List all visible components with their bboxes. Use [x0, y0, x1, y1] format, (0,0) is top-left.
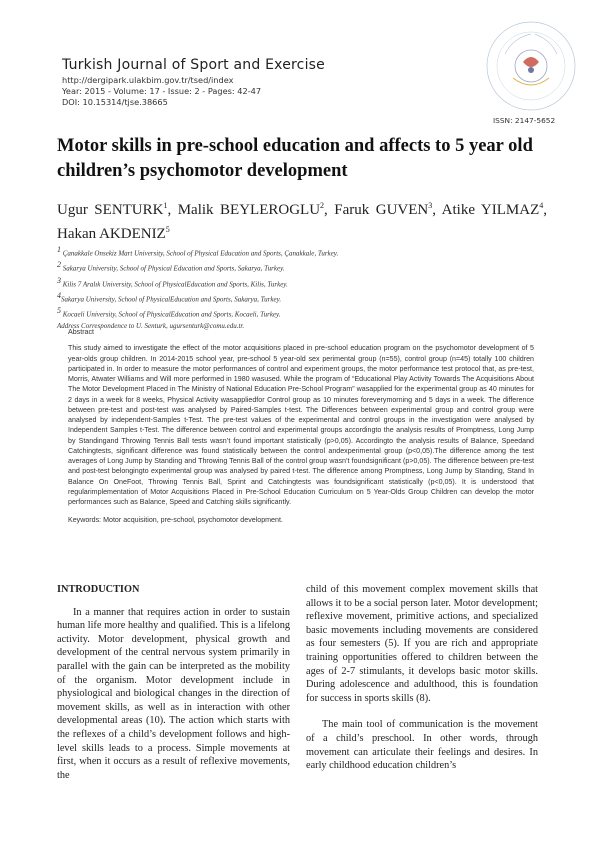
affiliation [57, 259, 547, 274]
author-sup: 1 [163, 201, 168, 210]
author-name: Atike YILMAZ [441, 202, 540, 218]
body-paragraph: In a manner that requires action in order to sustain human life more healthy and qualified. This is a lifelong activity. Motor development, physical growth and development of the central nervous system primarily in parallel with the gain can be interpreted as the mobility of the organism. Motor development include in physiological and biological changes in the direction of movement skills, as well as in interaction with other developmental areas (10). The action which starts with the reflexes of a child’s development follows and high-level skills leads to a process. Simple movements at first, when it occurs as a result of reflexive movements, the [57, 606, 290, 781]
journal-name: Turkish Journal of Sport and Exercise [62, 57, 325, 73]
correspondence: Address Correspondence to U. Senturk, ugursenturk@comu.edu.tr. [57, 321, 245, 330]
affiliation [57, 305, 547, 320]
body-right-column [306, 583, 538, 773]
affiliation-text: Sakarya University, School of PhysicalEducation and Sports, Sakarya, Turkey. [61, 295, 282, 304]
affiliation-text: Çanakkale Onsekiz Mart University, School of Physical Education and Sports, Çanakkale, Turkey. [62, 249, 339, 258]
affiliation-sup: 1 [57, 245, 61, 254]
affiliation [57, 290, 547, 305]
journal-logo [483, 18, 579, 114]
issn: ISSN: 2147-5652 [493, 116, 556, 125]
affiliation [57, 244, 547, 259]
author-name: Ugur SENTURK [57, 202, 164, 218]
affiliation-sup: 3 [57, 275, 61, 285]
affiliation [57, 275, 547, 290]
body-left-column [57, 583, 290, 782]
paper-title: Motor skills in pre-school education and affects to 5 year old children’s psychomotor development [57, 136, 533, 181]
keywords-text: : Motor acquisition, pre-school, psychomotor development. [99, 516, 283, 525]
author-sup: 4 [539, 201, 544, 210]
affiliation-text: Kilis 7 Aralık University, School of PhysicalEducation and Sports, Kilis, Turkey. [62, 279, 288, 288]
abstract-heading: Abstract [68, 328, 95, 336]
abstract-text: This study aimed to investigate the effect of the motor acquisitions placed in pre-school education program on the psychomotor development of 5 year-olds group children. In 2014-2015 school year, pre-school 5 year-old sex perimental group (n=55), control group (n=45) totally 100 children participated in. In order to measure the motor performances of control and experiment groups, the motor performance test protocol that, as pre-test, Morris, Atwater Williams and Will more performed in 1980 wasused. While the program of “Educational Play Activity Towards The Acquisitions About The Motor Development Placed in The Ministry of National Education Pre-School Program” wasapplied for the experimental group as 40 minutes for 2 days in a week for 8 weeks, Physical Activity wasappliedfor Control group as 10 minutes foreverymorning and 5 days in a week. The difference between pre-test and post-test was analysed by Paired-Samples t-test. The Differences between experimental group and control group were analysed by independent-Samples t-Test. The pre-test values of the experimental and control groups in the investigation were analysed by Independent Samples t-Test. The difference between control and experimental groups accordingto the analysis results of Promptness, Long Jump by Standingand Throwing Tennis Ball tests wasn’t found important statistically (p>0,05). Accordingto the analysis results of Balance, Speedand Catchingtests, significant difference was found statistically between the control andexperimental group (p<0,05).The difference among the test averages of Long Jump by Standing and Throwing Tennis Ball of the control group wasn’t foundsignificant (p>0,05). The difference between pre-test and post-test belongingto experimental group was analysed by paired t-test. The difference among Promptness, Long Jump by Standing, Stand In Balance On OneFoot, Throwing Tennis Ball, Sprint and Catchingtests was foundsignificant statistically (p<0,05). It is understood that regularimplementation of Motor Acquisitions Placed in Pre-School Education Curriculum on 5 Year-Olds Group Children can develop the motor performances such as Balance, Speed and Catching skills significantly. [68, 344, 534, 506]
journal-volume-line: Year: 2015 - Volume: 17 - Issue: 2 - Pages: 42-47 [62, 86, 262, 96]
author-sup: 2 [320, 201, 325, 210]
affiliations [57, 244, 547, 332]
keywords-label: Keywords [68, 516, 100, 525]
section-heading-introduction: INTRODUCTION [57, 584, 140, 595]
author-sup: 3 [428, 201, 433, 210]
body-paragraph: child of this movement complex movement skills that allows it to be a social person later. Motor development; reflexive movement, primitive actions, and specialized basic movements including movements are considered as four semesters (5). If you are rich and appropriate training opportunities offered to children between the ages of 2-7 stimulants, it develops basic motor skills. During adolescence and adulthood, this is foundation for success in sports skills (8). [306, 584, 538, 704]
body-paragraph: The main tool of communication is the movement of a child’s preschool. In other words, through movement can articulate their feelings and desires. In early childhood education children’s [306, 719, 538, 772]
author-name: Faruk GUVEN [334, 202, 429, 218]
affiliation-sup: 5 [57, 306, 61, 316]
keywords [68, 515, 534, 525]
journal-url[interactable]: http://dergipark.ulakbim.gov.tr/tsed/index [62, 75, 234, 85]
author-sup: 5 [165, 225, 170, 234]
affiliation-sup: 4 [57, 290, 61, 300]
journal-doi[interactable]: DOI: 10.15314/tjse.38665 [62, 97, 168, 107]
author-name: Hakan AKDENIZ [57, 226, 166, 242]
author-name: Malik BEYLEROGLU [177, 202, 321, 218]
author-list: Ugur SENTURK$^1$, Malik BEYLEROGLU$^2$, Faruk GUVEN$^3$, Atike YILMAZ$^4$, Hakan AKDENIZ$^5$ [57, 201, 547, 242]
affiliation-text: Sakarya University, School of Physical Education and Sports, Sakarya, Turkey. [62, 264, 285, 273]
affiliation-sup: 2 [57, 260, 61, 270]
affiliation-text: Kocaeli University, School of PhysicalEducation and Sports, Kocaeli, Turkey. [62, 310, 281, 319]
abstract-section [68, 327, 534, 526]
